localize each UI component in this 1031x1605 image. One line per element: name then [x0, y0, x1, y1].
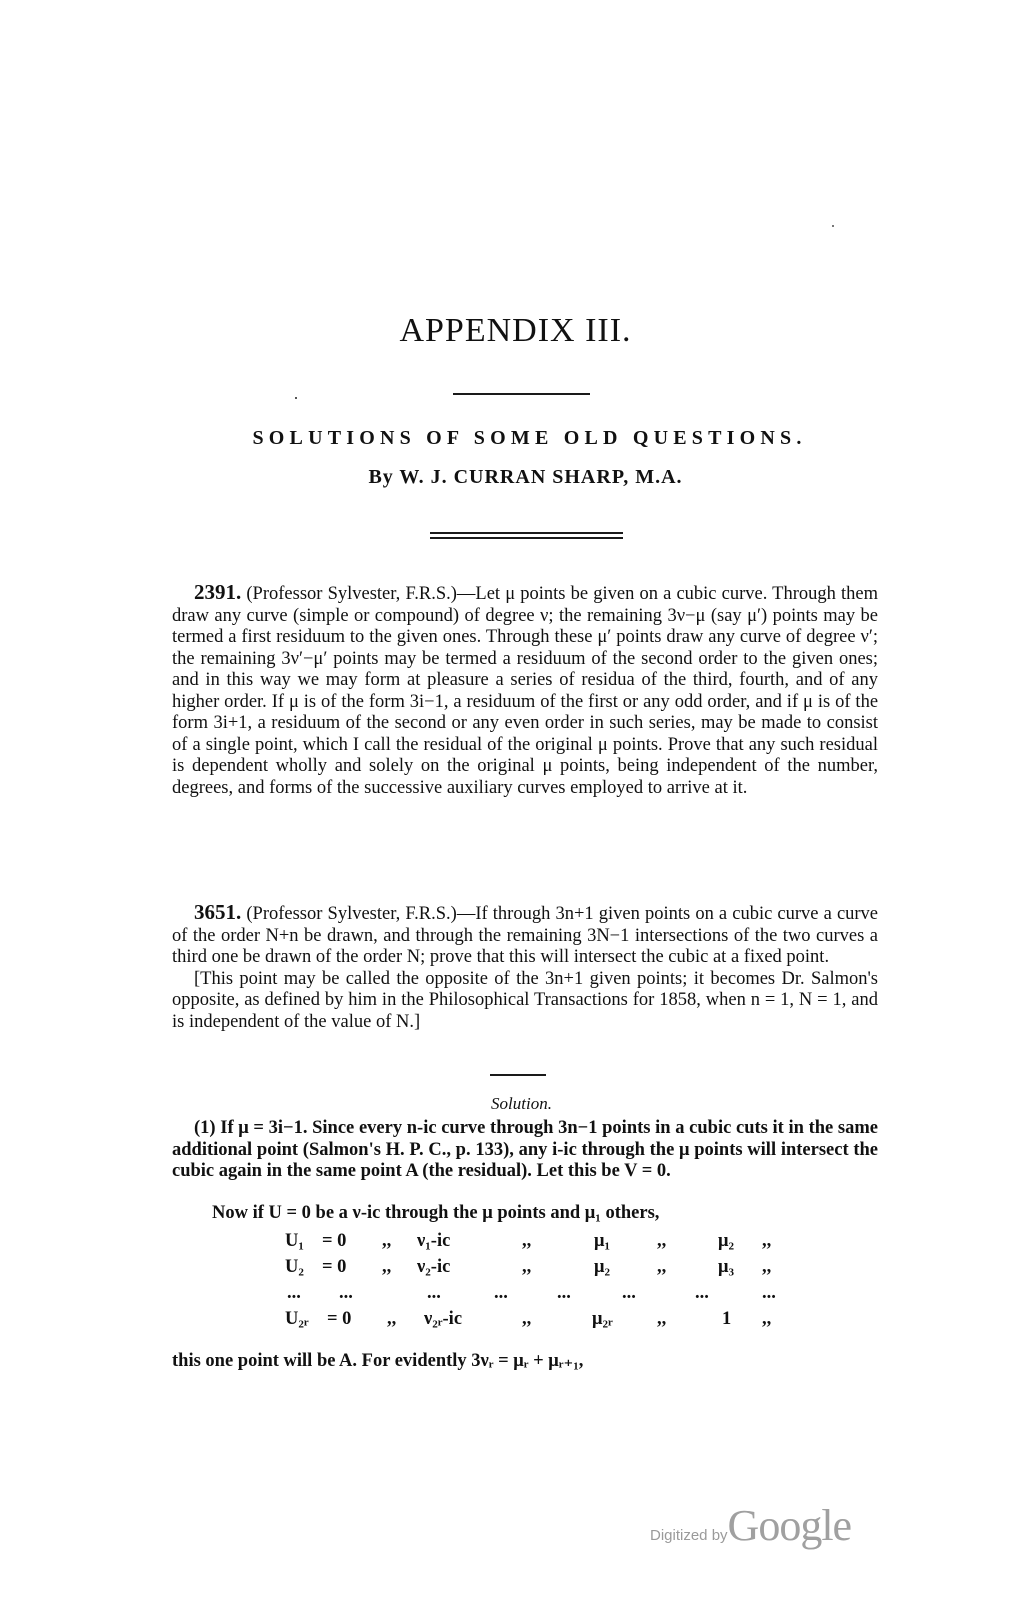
- cell: ,,: [522, 1309, 532, 1329]
- scan-speck: [295, 397, 297, 399]
- text-line: point A (the residual). Let this be V = 0.: [360, 1161, 671, 1181]
- cell: ,,: [382, 1231, 392, 1251]
- text-line: of the form 3i+1, a residuum of the second or any even order in such: [172, 691, 879, 733]
- text-line: cubic cuts it in the same additional point (Salmon's H. P. C., p. 133),: [172, 1118, 878, 1160]
- cell: μ₂ᵣ: [592, 1309, 613, 1329]
- text-line: wholly and solely on the original μ points, being independent of the: [275, 756, 810, 776]
- text-line: to arrive at it.: [647, 777, 748, 798]
- cell: μ₃: [718, 1257, 735, 1277]
- equation-intro-text: Now if U = 0 be a ν-ic through the μ points and μ₁ others,: [212, 1203, 660, 1223]
- cell: ...: [339, 1283, 353, 1303]
- question-3651-body: [172, 902, 878, 969]
- page-title: APPENDIX III.: [399, 312, 632, 349]
- cell: U₂: [285, 1257, 304, 1277]
- cell: U₂ᵣ: [285, 1309, 309, 1329]
- text-line: Transactions for 1858, when n = 1, N = 1, and is independent of the: [172, 990, 878, 1032]
- text-line: cubic curve. Through them draw any curve (simple or compound) of: [172, 584, 879, 626]
- double-rule-bottom: [430, 537, 623, 539]
- question-3651: [172, 902, 878, 1033]
- cell: ...: [557, 1283, 571, 1303]
- cell: ,,: [657, 1257, 667, 1277]
- cell: ,,: [657, 1231, 667, 1251]
- text-line: on a cubic curve a curve of the order N+n be drawn, and through the: [172, 904, 879, 946]
- question-number: 3651.: [194, 900, 242, 924]
- text-line: degree ν′; the remaining 3ν′−μ′ points may be termed a residuum of the: [172, 627, 879, 669]
- text-line: series, may be made to consist of a single point, which I call the residual: [172, 713, 879, 755]
- cell: μ₂: [594, 1257, 611, 1277]
- cell: ,,: [762, 1231, 772, 1251]
- text-line: remaining 3N−1 intersections of the two curves a third one be drawn of: [172, 925, 878, 967]
- cell: ,,: [762, 1309, 772, 1329]
- divider-rule: [490, 1074, 546, 1076]
- cell: ,,: [387, 1309, 397, 1329]
- cell: ,,: [522, 1257, 532, 1277]
- text-line: of the form 3i−1, a residuum of the first or any odd order, and if μ is: [321, 691, 831, 712]
- cell: ν₂-ic: [417, 1257, 451, 1277]
- double-rule-top: [430, 532, 623, 534]
- cell: = 0: [322, 1257, 347, 1277]
- divider-rule: [453, 393, 590, 395]
- closing-line: this one point will be A. For evidently 3νᵣ = μᵣ + μᵣ₊₁,: [172, 1351, 584, 1371]
- cell: = 0: [322, 1231, 347, 1251]
- cell: = 0: [327, 1309, 352, 1329]
- author-byline: By W. J. CURRAN SHARP, M.A.: [368, 466, 683, 488]
- cell: ,,: [762, 1257, 772, 1277]
- watermark-prefix: Digitized by: [650, 1527, 728, 1544]
- cell: ...: [427, 1283, 441, 1303]
- cell: ,,: [382, 1257, 392, 1277]
- cell: ...: [622, 1283, 636, 1303]
- cell: ...: [695, 1283, 709, 1303]
- cell: ,,: [522, 1231, 532, 1251]
- text-line: (Professor Sylvester, F.R.S.)—Let μ points be given on a: [246, 584, 672, 604]
- text-line: of the original μ points. Prove that any such residual is dependent: [172, 734, 878, 776]
- digitized-watermark: [650, 1500, 851, 1551]
- cell: ν₁-ic: [417, 1231, 451, 1251]
- cell: ...: [287, 1283, 301, 1303]
- question-3651-note: [172, 969, 878, 1034]
- cell: ...: [494, 1283, 508, 1303]
- question-2391: [172, 582, 878, 799]
- text-line: a series of residua of the third, fourth, and of any higher order. If μ is: [172, 670, 878, 712]
- solution-heading: Solution.: [491, 1094, 552, 1113]
- text-line: the order N; prove that this will intersect the cubic at a fixed point.: [335, 947, 830, 967]
- cell: μ₂: [718, 1231, 735, 1251]
- question-number: 2391.: [194, 580, 242, 604]
- cell: 1: [722, 1309, 732, 1329]
- text-line: second order to the given ones; and in this way we may form at pleasure: [172, 648, 878, 690]
- text-line: number, degrees, and forms of the successive auxiliary curves employed: [172, 756, 879, 798]
- solution-paragraph: [172, 1118, 878, 1183]
- section-subtitle: SOLUTIONS OF SOME OLD QUESTIONS.: [252, 427, 807, 449]
- text-line: becomes Dr. Salmon's opposite, as defined by him in the Philosophical: [172, 968, 879, 1010]
- scan-speck: [832, 225, 834, 227]
- cell: ,,: [657, 1309, 667, 1329]
- text-line: (1) If μ = 3i−1. Since every n-ic curve through 3n−1 points in a: [194, 1118, 685, 1138]
- text-line: degree ν; the remaining 3ν−μ (say μ′) points may be termed a first: [172, 605, 879, 647]
- cell: U₁: [285, 1231, 304, 1251]
- solution-body: [172, 1118, 878, 1183]
- cell: μ₁: [594, 1231, 611, 1251]
- question-2391-body: [172, 582, 878, 799]
- text-line: [This point may be called the opposite of the 3n+1 given points; it: [194, 968, 705, 989]
- text-line: (Professor Sylvester, F.R.S.)—If through 3n+1 given points: [246, 904, 691, 924]
- google-logo: Google: [727, 1501, 852, 1550]
- text-line: value of N.]: [331, 1011, 421, 1032]
- text-line: residuum to the given ones. Through these μ′ points draw any curve of: [276, 627, 802, 647]
- cell: ...: [762, 1283, 776, 1303]
- cell: ν₂ᵣ-ic: [424, 1309, 463, 1329]
- text-line: any i-ic through the μ points will intersect the cubic again in the same: [172, 1139, 879, 1181]
